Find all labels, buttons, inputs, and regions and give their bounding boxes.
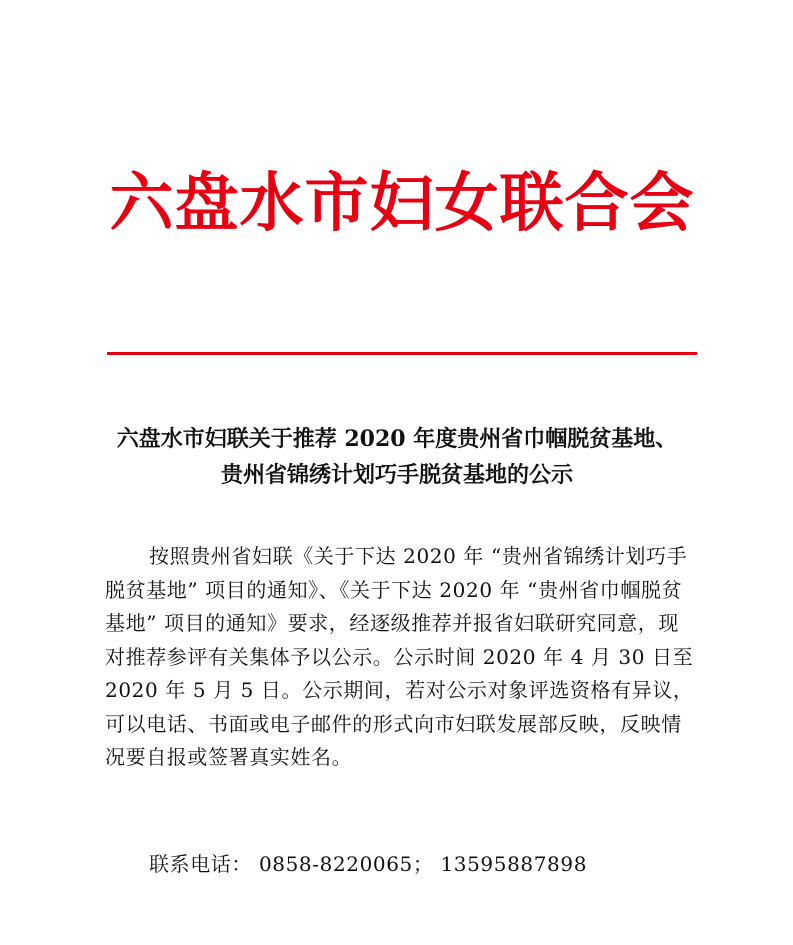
body-paragraph-line: 可以电话、书面或电子邮件的形式向市妇联发展部反映，反映情 [105, 711, 682, 736]
body-paragraph-line: 按照贵州省妇联《关于下达 2020 年 “贵州省锦绣计划巧手 [149, 544, 688, 568]
contact-phone-line: 联系电话： 0858-8220065； 13595887898 [149, 852, 588, 876]
red-divider-line [107, 352, 697, 355]
body-paragraph-line: 对推荐参评有关集体予以公示。公示时间 2020 年 4 月 30 日至 [105, 644, 694, 669]
body-paragraph-line: 基地” 项目的通知》要求，经逐级推荐并报省妇联研究同意，现 [105, 611, 679, 635]
notice-title-line: 六盘水市妇联关于推荐 2020 年度贵州省巾帼脱贫基地、 [116, 426, 678, 452]
organization-masthead: 六盘水市妇女联合会 [109, 166, 695, 241]
notice-body [105, 540, 695, 775]
body-paragraph-line: 况要自报或签署真实姓名。 [105, 745, 353, 769]
body-paragraph-line: 脱贫基地” 项目的通知》、《关于下达 2020 年 “贵州省巾帼脱贫 [105, 577, 683, 602]
notice-title-line: 贵州省锦绣计划巧手脱贫基地的公示 [220, 462, 573, 488]
body-paragraph-line: 2020 年 5 月 5 日。公示期间，若对公示对象评选资格有异议， [105, 678, 694, 702]
notice-title [92, 421, 702, 493]
